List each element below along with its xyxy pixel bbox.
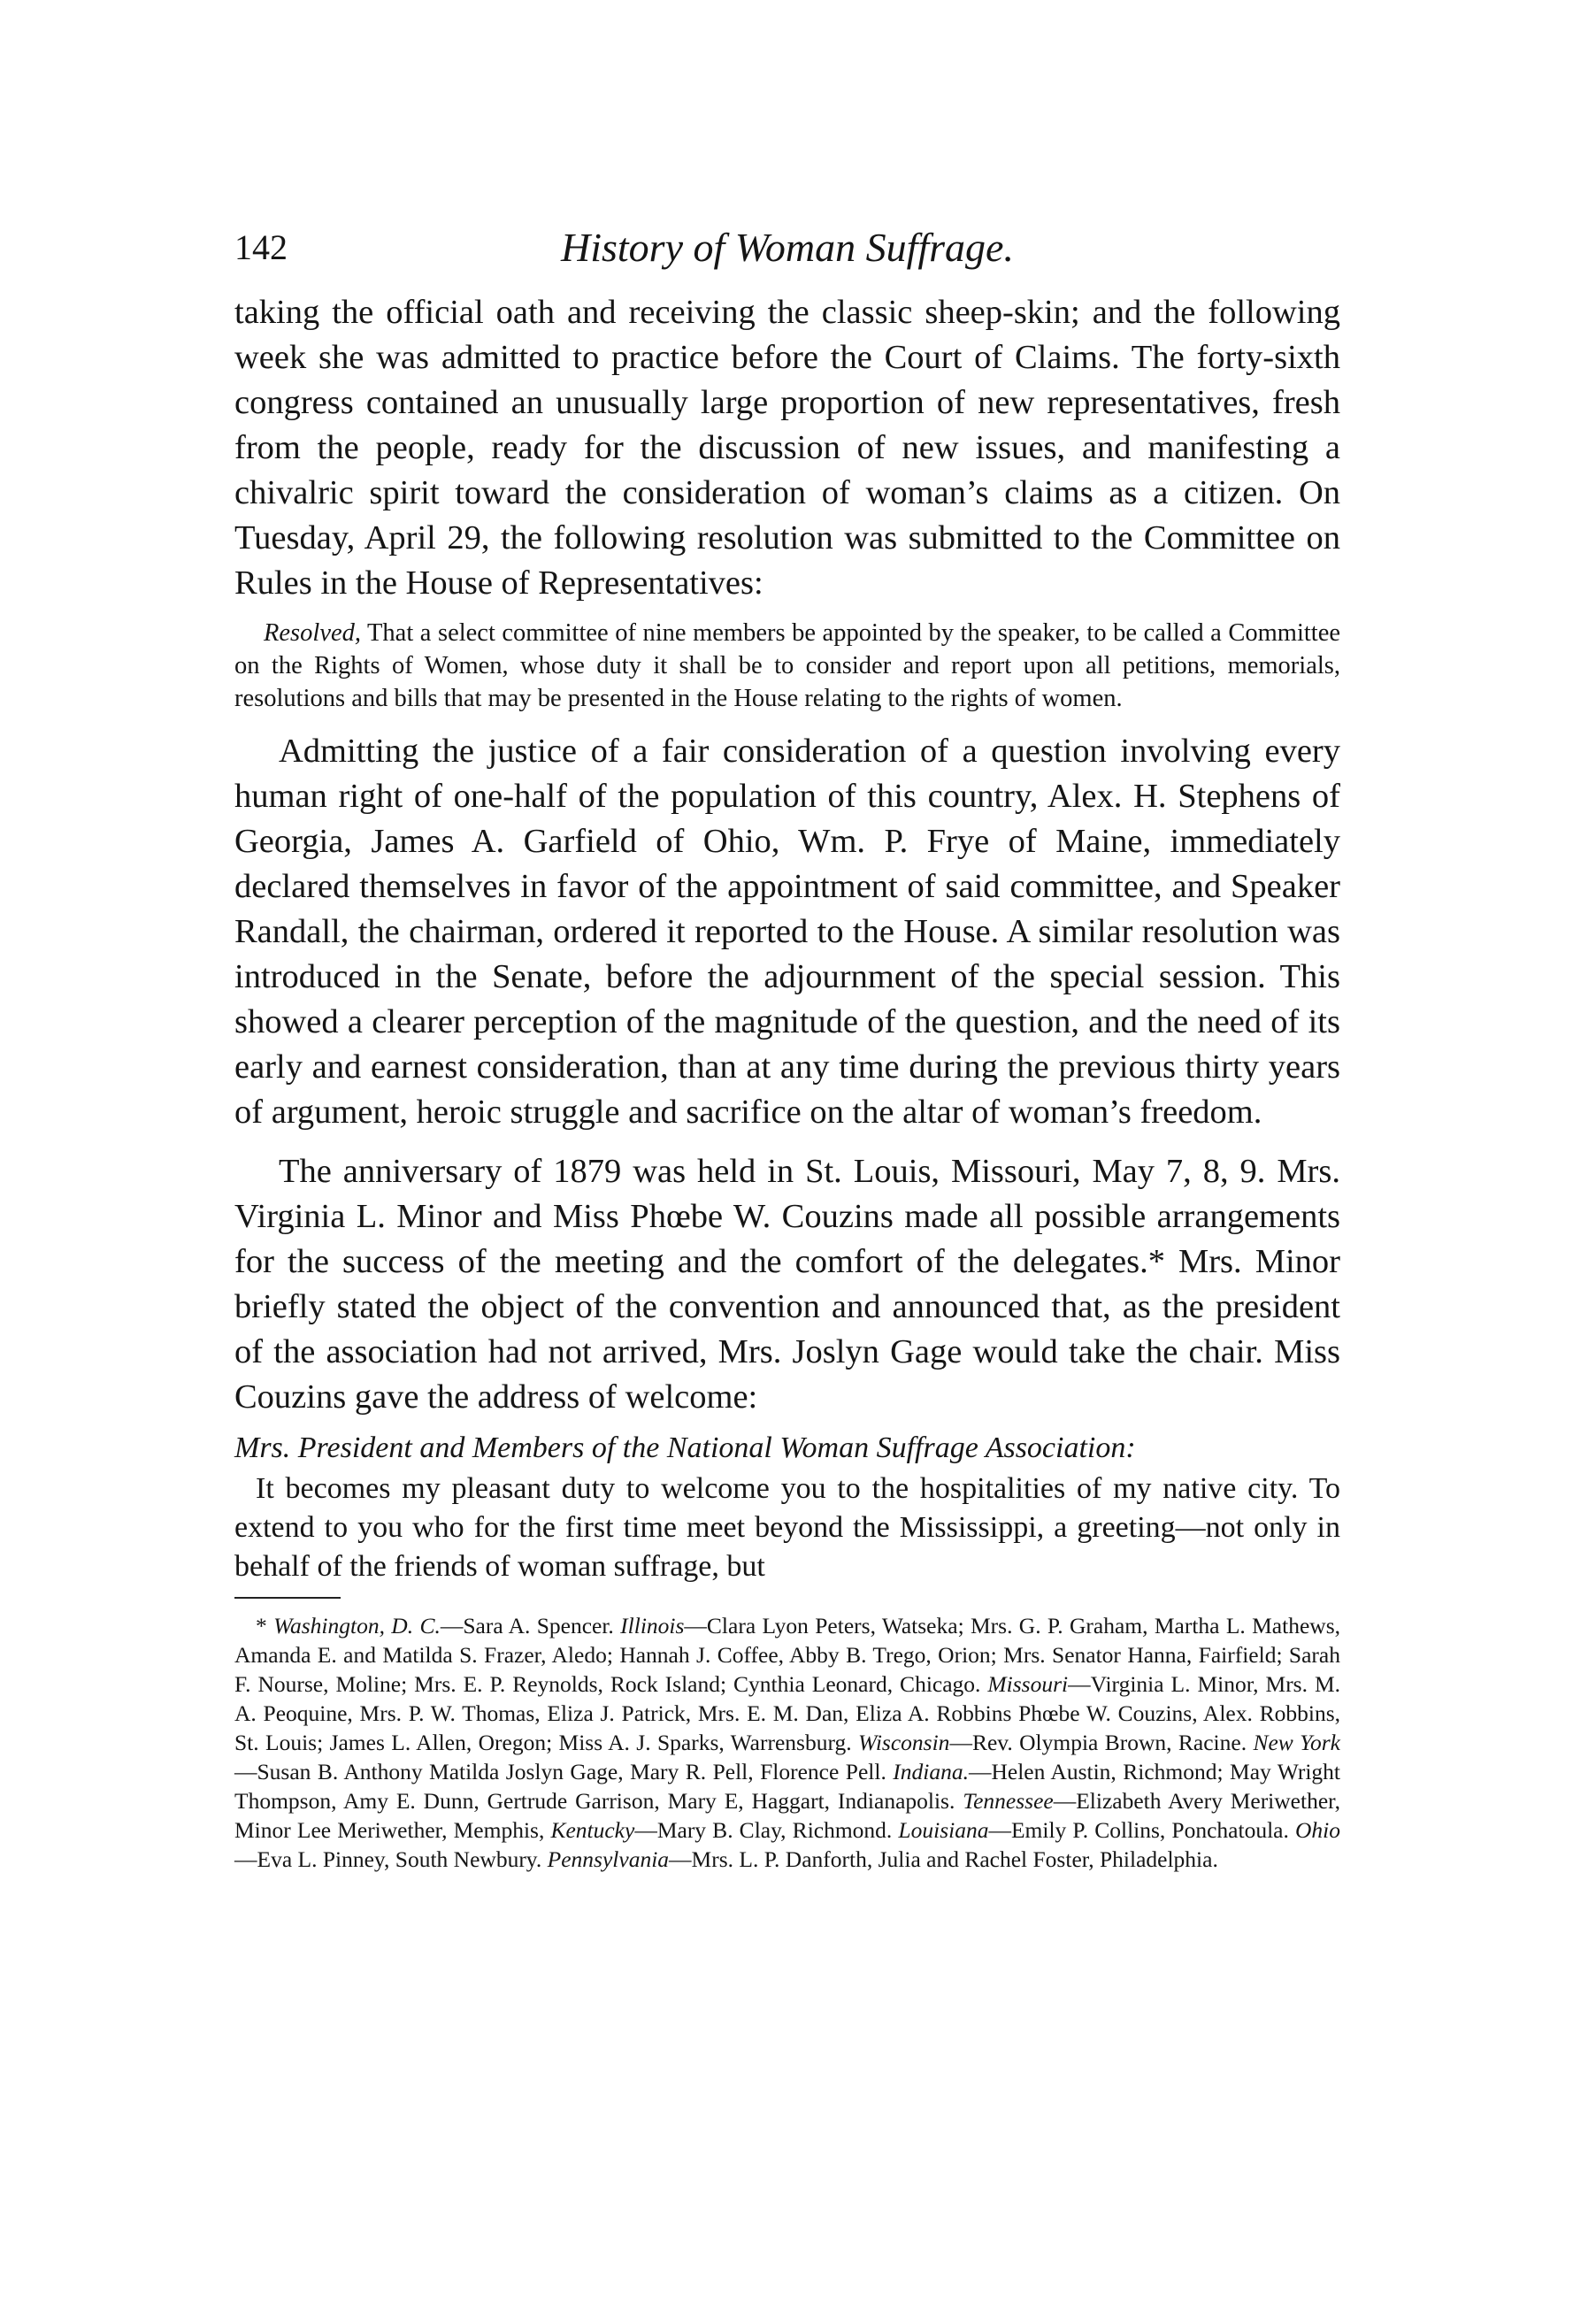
footnote-segment: —Mrs. L. P. Danforth, Julia and Rachel Foster, Philadelphia. [669,1846,1218,1872]
paragraph-committee-appointment: Admitting the justice of a fair consideration of a question involving every human right of one-half of the population of this country, Alex. H. Stephens of Georgia, James A. Garfield of Ohio, Wm. P. Frye of Maine, immediately declared themselves in favor of the appointment of said committee, and Speaker Randall, the chairman, ordered it reported to the House. A similar resolution was introduced in the Senate, before the adjournment of the special session. This showed a clearer perception of the magnitude of the question, and the need of its early and earnest consideration, than at any time during the previous thirty years of argument, heroic struggle and sacrifice on the altar of woman’s freedom. [234,733,1340,1131]
footnote-segment: Pennsylvania [547,1846,670,1872]
footnote-segment: —Rev. Olympia Brown, Racine. [949,1730,1254,1755]
footnote-segment: Wisconsin [858,1730,950,1755]
footnote-segment: —Mary B. Clay, Richmond. [634,1817,899,1843]
book-page [234,0,1340,2310]
footnote-segment: Tennessee [963,1788,1054,1814]
footnote-segment: —Elizabeth Avery Meriwether, Minor Lee Meriwether, Memphis, [234,1788,1341,1843]
footnote-segment: Missouri [987,1671,1069,1697]
footnote-segment: —Sara A. Spencer. [440,1613,621,1638]
footnote-segment: —Virginia L. Minor, Mrs. M. A. Peoquine, Mrs. P. W. Thomas, Eliza J. Patrick, Mrs. E. M. Dan, Eliza A. Robbins Phœbe W. Couzins, Alex. Robbins, St. Louis; James L. Allen, Oregon; Miss A. J. Sparks, Warrensburg. [234,1671,1340,1755]
footnote-segment: —Clara Lyon Peters, Watseka; Mrs. G. P. Graham, Martha L. Mathews, Amanda E. and Matilda S. Frazer, Aledo; Hannah J. Coffee, Abby B. Trego, Orion; Mrs. Senator Hanna, Fairfield; Sarah F. Nourse, Moline; Mrs. E. P. Reynolds, Rock Island; Cynthia Leonard, Chicago. [234,1613,1340,1697]
page-number: 142 [234,227,288,267]
footnote-segment: Illinois [620,1613,685,1638]
footnote-segment: Ohio [1294,1817,1340,1843]
footnote-segment: —Susan B. Anthony Matilda Joslyn Gage, Mary R. Pell, Florence Pell. [234,1759,894,1784]
address-text: It becomes my pleasant duty to welcome you to the hospitalities of my native city. To extend to you who for the first time meet beyond the Mississippi, a greeting—not only in behalf of the friends of woman suffrage, but [234,1472,1340,1583]
footnote-segment: Louisiana [898,1817,989,1843]
footnote-segment: —Emily P. Collins, Ponchatoula. [988,1817,1295,1843]
footnote-segment: Indiana. [893,1759,969,1784]
footnote-segment: —Helen Austin, Richmond; May Wright Thompson, Amy E. Dunn, Gertrude Garrison, Mary E, Haggart, Indianapolis. [234,1759,1340,1814]
footnote-divider [234,1597,341,1599]
footnote-delegates [234,1611,1340,1874]
paragraph-oath-and-congress: taking the official oath and receiving the classic sheep-skin; and the following week she was admitted to practice before the Court of Claims. The forty-sixth congress contained an unusually large proportion of new representatives, fresh from the people, ready for the discussion of new issues, and manifesting a chivalric spirit toward the consideration of woman’s claims as a citizen. On Tuesday, April 29, the following resolution was submitted to the Committee on Rules in the House of Representatives: [234,294,1340,602]
paragraph-anniversary-1879: The anniversary of 1879 was held in St. Louis, Missouri, May 7, 8, 9. Mrs. Virginia L. Minor and Miss Phœbe W. Couzins made all possible arrangements for the success of the meeting and the comfort of the delegates.* Mrs. Minor briefly stated the object of the convention and announced that, as the president of the association had not arrived, Mrs. Joslyn Gage would take the chair. Miss Couzins gave the address of welcome: [234,1153,1340,1416]
address-heading: Mrs. President and Members of the National Woman Suffrage Association: [234,1431,1136,1464]
footnote-segment: Kentucky [550,1817,635,1843]
footnote-segment: New York [1253,1730,1340,1755]
body-text [234,290,1340,1874]
footnote-marker: * [256,1613,274,1638]
footnote-segment: Washington, D. C. [273,1613,441,1638]
running-title: History of Woman Suffrage. [561,225,1014,270]
resolution-quote [234,617,1340,715]
resolution-label: Resolved, [264,619,361,647]
page-header [234,217,1340,279]
resolution-text: That a select committee of nine members be appointed by the speaker, to be called a Committee on the Rights of Women, whose duty it shall be to consider and report upon all petitions, memorials, resolutions and bills that may be presented in the House relating to the rights of women. [234,619,1340,712]
footnote-segment: —Eva L. Pinney, South Newbury. [234,1846,548,1872]
